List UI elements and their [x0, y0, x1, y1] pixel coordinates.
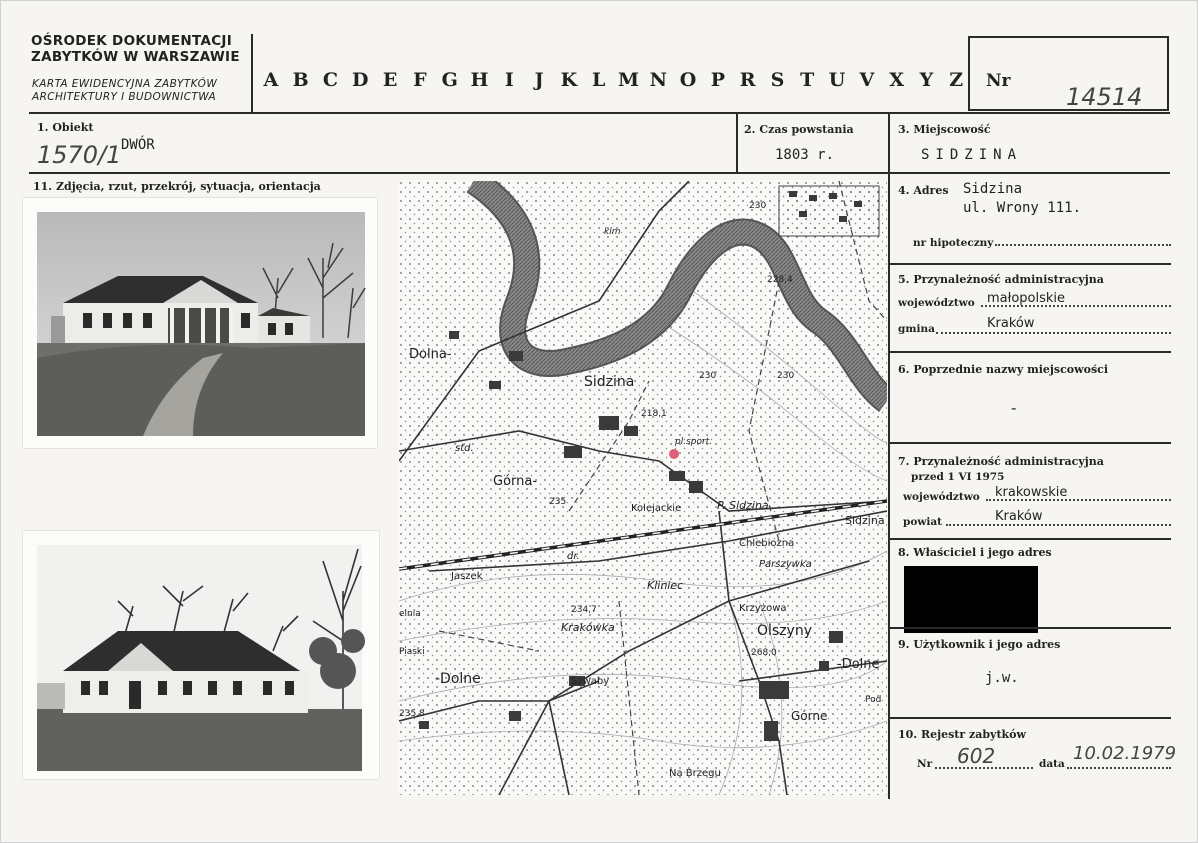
map-height-230-c: 230 [749, 201, 767, 211]
czas-label: 2. Czas powstania [744, 123, 854, 136]
gmina-value: Kraków [987, 316, 1035, 331]
rejestr-data-label: data [1039, 758, 1065, 770]
letter-h: H [470, 69, 489, 91]
map-height-218: 218,1 [641, 409, 667, 419]
letter-b: B [292, 69, 309, 91]
map-label-sidzina: Sidzina [584, 374, 635, 390]
map-label-szwaby: Szwaby [571, 676, 610, 687]
map-label-elnia: elnia [399, 609, 421, 619]
letter-j: J [534, 69, 544, 91]
col-divider-2 [736, 113, 738, 173]
wojewodztwo-value: małopolskie [987, 291, 1066, 306]
letter-x: X [889, 69, 904, 91]
row1-divider [29, 172, 1170, 174]
map-label-piaski: Piaski [399, 647, 425, 657]
rejestr-nr-value: 602 [957, 744, 996, 768]
letter-u: U [828, 69, 846, 91]
header-divider [29, 112, 1170, 114]
letter-z: Z [949, 69, 964, 91]
map-label-jaszek: Jaszek [451, 571, 483, 582]
letter-f: F [413, 69, 427, 91]
letter-a: A [263, 69, 279, 91]
letter-m: M [617, 69, 639, 91]
powiat-value: Kraków [995, 509, 1043, 524]
alphabet-index [256, 69, 971, 91]
photo-manor-side [23, 531, 379, 779]
letter-g: G [441, 69, 458, 91]
gmina-label: gmina [898, 323, 935, 335]
letter-d: D [352, 69, 369, 91]
letter-v: V [859, 69, 875, 91]
card-title-line1: KARTA EWIDENCYJNA ZABYTKÓW [32, 78, 218, 90]
wojewodztwo-1975-label: województwo [903, 491, 980, 503]
location-marker [669, 449, 679, 459]
wlasciciel-label: 8. Właściciel i jego adres [898, 546, 1052, 559]
letter-i: I [504, 69, 514, 91]
map-label-dolne-right: -Dolne [837, 657, 880, 672]
map-label-na-brzegu: Na Brzegu [669, 768, 721, 779]
map-label-dolna: Dolna- [409, 347, 452, 362]
section-6-divider [890, 442, 1171, 444]
letter-e: E [382, 69, 398, 91]
photo-manor-side-image [23, 531, 379, 779]
map-label-dolne-left: -Dolne [435, 671, 481, 687]
obiekt-value: DWÓR [121, 137, 155, 153]
map-height-235-8: 235,8 [399, 709, 425, 719]
letter-y: Y [919, 69, 934, 91]
photos-label: 11. Zdjęcia, rzut, przekrój, sytuacja, orientacja [33, 180, 321, 193]
rejestr-nr-label: Nr [917, 758, 933, 770]
map-height-230-b: 230 [699, 371, 717, 381]
letter-r: R [739, 69, 756, 91]
miejscowosc-value: SIDZINA [921, 147, 1023, 163]
map-label-dr: dr. [567, 551, 580, 562]
map-label-krzyzowa: Krzyżowa [739, 603, 787, 614]
map-label-kolejackie: Kolejackie [631, 503, 682, 514]
hipoteczny-dots [995, 244, 1171, 246]
rejestr-label: 10. Rejestr zabytków [898, 728, 1026, 741]
section-7-divider [890, 538, 1171, 540]
map-label-pod: Pod [865, 695, 882, 705]
letter-l: L [591, 69, 606, 91]
card-title-line2: ARCHITEKTURY I BUDOWNICTWA [32, 91, 217, 103]
letter-c: C [322, 69, 339, 91]
letter-p: P [710, 69, 725, 91]
map-label-gorna: Górna- [493, 474, 538, 489]
nr-value: 14514 [1066, 83, 1143, 111]
header-vertical-divider [251, 34, 253, 113]
miejscowosc-label: 3. Miejscowość [898, 123, 991, 136]
map-label-chlebiozna: Chlebiozna [739, 538, 795, 549]
map-height-230-a: 230 [777, 371, 795, 381]
wojewodztwo-1975-value: krakowskie [995, 485, 1068, 500]
uzytkownik-value: j.w. [985, 670, 1019, 686]
gmina-dots [936, 332, 1171, 334]
map-label-std: std. [455, 443, 474, 454]
photo-manor-front [23, 198, 377, 448]
map-height-234: 234,7 [571, 605, 597, 615]
czas-value: 1803 r. [775, 147, 835, 163]
hipoteczny-label: nr hipoteczny [913, 237, 994, 249]
map-height-235: 235 [549, 497, 567, 507]
letter-n: N [649, 69, 667, 91]
map-height-228: 228,4 [767, 275, 793, 285]
section-9-divider [890, 717, 1171, 719]
poprzednie-nazwy-value: - [1011, 399, 1017, 417]
nr-label: Nr [986, 71, 1011, 91]
rejestr-data-value: 10.02.1979 [1073, 743, 1177, 764]
powiat-dots [946, 524, 1171, 526]
obiekt-label: 1. Obiekt [37, 121, 94, 134]
section-8-divider [890, 627, 1171, 629]
adres-line1: Sidzina [963, 181, 1023, 197]
map-label-parszywka: Parszywka [759, 559, 812, 570]
map-height-268: 268,0 [751, 648, 777, 658]
letter-s: S [770, 69, 785, 91]
map-label-klm: klm [604, 227, 621, 237]
przynaleznosc-label: 5. Przynależność administracyjna [898, 273, 1104, 286]
map-label-pl-sport: pl.sport. [675, 437, 713, 447]
rejestr-data-dots [1067, 767, 1171, 769]
poprzednie-nazwy-label: 6. Poprzednie nazwy miejscowości [898, 363, 1109, 376]
location-map [399, 181, 887, 795]
map-label-sidzina-station: Sidzina [845, 514, 885, 527]
letter-o: O [679, 69, 697, 91]
right-column-divider [888, 113, 890, 799]
map-label-olszyny: Olszyny [757, 623, 812, 639]
letter-t: T [800, 69, 815, 91]
obiekt-handwritten-number: 1570/1 [37, 141, 122, 169]
map-label-gorne: Górne [791, 709, 828, 723]
section-5-divider [890, 351, 1171, 353]
wojewodztwo-label: województwo [898, 297, 975, 309]
org-name-line1: OŚRODEK DOKUMENTACJI [31, 33, 233, 49]
adres-label: 4. Adres [898, 184, 949, 197]
org-name-line2: ZABYTKÓW W WARSZAWIE [31, 49, 240, 65]
map-label-kliniec: Kliniec [647, 579, 684, 592]
map-label-p-sidzina: P. Sidzina [717, 499, 769, 512]
letter-k: K [560, 69, 578, 91]
map-label-krakowka: Krakówka [561, 621, 615, 634]
redaction-block [904, 566, 1038, 633]
topographic-map [399, 181, 887, 795]
przynaleznosc-1975-label: 7. Przynależność administracyjna [898, 455, 1104, 468]
przed-1975-label: przed 1 VI 1975 [911, 471, 1005, 483]
powiat-label: powiat [903, 516, 943, 528]
uzytkownik-label: 9. Użytkownik i jego adres [898, 638, 1061, 651]
adres-line2: ul. Wrony 111. [963, 200, 1082, 216]
section-4-divider [890, 263, 1171, 265]
photo-manor-front-image [23, 198, 377, 448]
